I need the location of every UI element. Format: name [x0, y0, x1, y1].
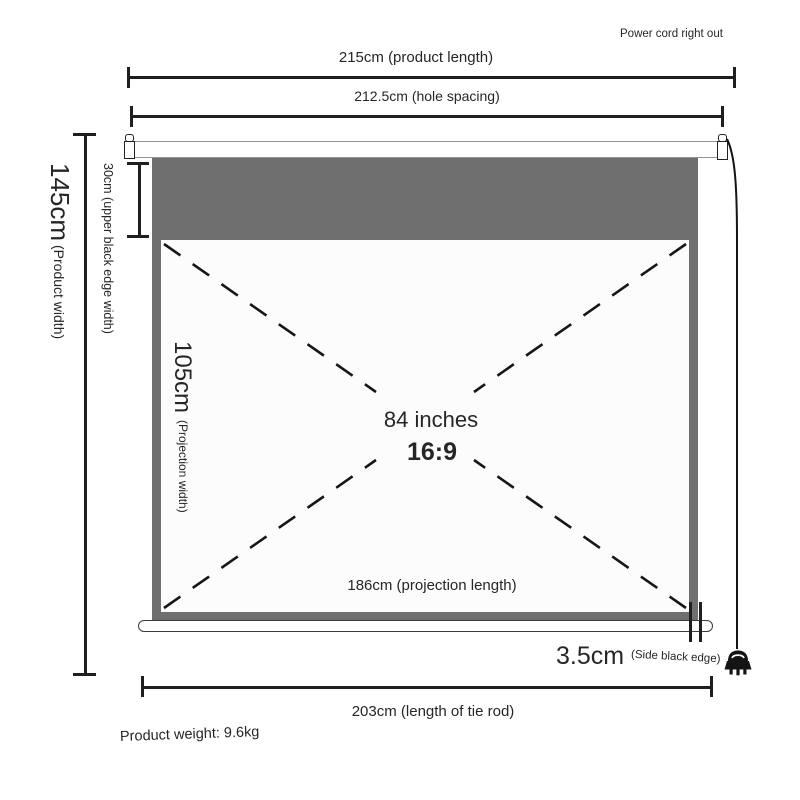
- product-width-top-tick: [73, 133, 96, 136]
- projection-width-value: 105cm: [169, 341, 196, 414]
- bottom-black-edge: [152, 612, 698, 620]
- roller-bar: [134, 141, 720, 158]
- side-black-edge-left-tick: [689, 602, 692, 642]
- product-length-label: 215cm (product length): [338, 49, 494, 66]
- projection-length-label: 186cm (projection length): [347, 577, 517, 594]
- product-weight-note: Product weight: 9.6kg: [119, 724, 260, 745]
- tie-rod: [138, 620, 713, 632]
- upper-black-edge-top-tick: [127, 162, 149, 165]
- product-width-dim-line: [84, 134, 87, 675]
- aspect-ratio-label: 16:9: [406, 438, 458, 466]
- product-length-dim-line: [128, 76, 735, 79]
- power-plug-icon: [724, 649, 752, 676]
- product-length-left-tick: [127, 67, 130, 88]
- tie-rod-left-tick: [141, 676, 144, 697]
- tie-rod-length-label: 203cm (length of tie rod): [351, 703, 515, 720]
- upper-black-edge-label: 30cm (upper black edge width): [101, 163, 115, 334]
- upper-black-edge-bottom-tick: [127, 235, 149, 238]
- left-black-edge: [152, 240, 161, 613]
- left-end-cap: [124, 141, 135, 159]
- tie-rod-dim-line: [142, 686, 712, 689]
- hole-spacing-right-tick: [721, 106, 724, 127]
- side-black-edge-value: 3.5cm: [556, 642, 625, 670]
- product-width-caption: (Product width): [51, 245, 67, 340]
- power-cord-note: Power cord right out: [620, 28, 723, 40]
- power-cord-line: [700, 130, 760, 655]
- projection-width-caption: (Projection width): [176, 420, 190, 513]
- product-width-value: 145cm: [45, 163, 75, 242]
- screen-size-label: 84 inches: [383, 407, 479, 432]
- side-black-edge-caption: (Side black edge): [630, 648, 721, 666]
- product-width-bottom-tick: [73, 673, 96, 676]
- product-length-right-tick: [733, 67, 736, 88]
- right-black-edge: [689, 240, 698, 613]
- hole-spacing-dim-line: [131, 115, 723, 118]
- hole-spacing-left-tick: [130, 106, 133, 127]
- hole-spacing-label: 212.5cm (hole spacing): [354, 88, 500, 104]
- top-black-edge: [152, 158, 698, 240]
- upper-black-edge-dim-line: [138, 163, 141, 237]
- tie-rod-right-tick: [710, 676, 713, 697]
